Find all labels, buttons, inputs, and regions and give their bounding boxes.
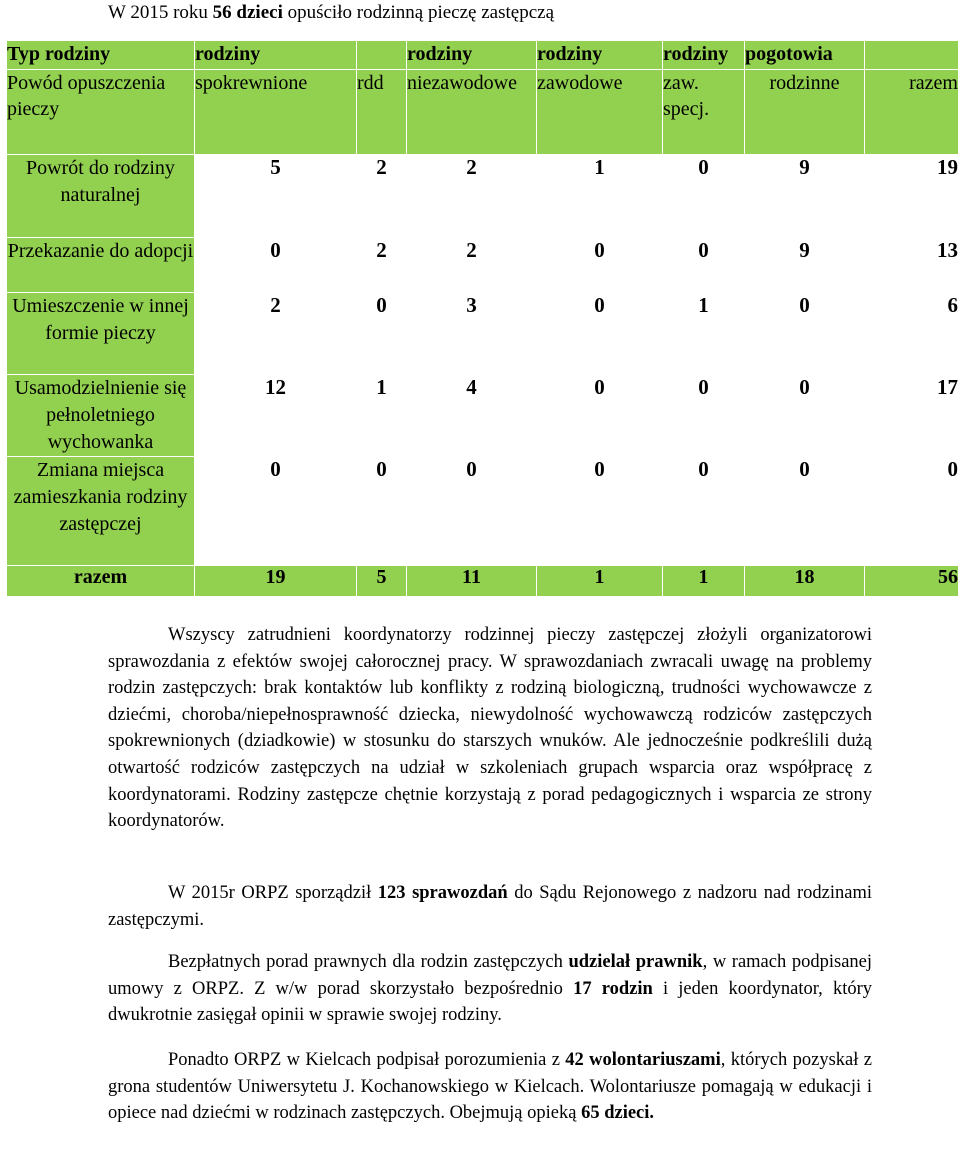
header-cell: [865, 41, 959, 70]
header-cell: zaw. specj.: [663, 70, 745, 155]
value-cell: 0: [537, 293, 663, 375]
value-cell: 19: [865, 155, 959, 238]
value-cell: 13: [865, 238, 959, 293]
table-row: [7, 375, 959, 457]
table-row: [7, 457, 959, 566]
header-cell: spokrewnione: [195, 70, 357, 155]
value-cell: 0: [745, 293, 865, 375]
table-row: [7, 293, 959, 375]
value-cell: 0: [357, 293, 407, 375]
total-cell: 1: [537, 566, 663, 597]
row-label: Powrót do rodziny naturalnej: [7, 155, 195, 238]
value-cell: 2: [407, 155, 537, 238]
text: Bezpłatnych porad prawnych dla rodzin zastępczych: [168, 952, 569, 972]
total-label: razem: [7, 566, 195, 597]
row-label: Umieszczenie w innej formie pieczy: [7, 293, 195, 375]
total-cell: 11: [407, 566, 537, 597]
text: do Sądu Rejonowego z nadzoru nad rodzinami zastępczymi.: [108, 883, 872, 930]
value-cell: 0: [745, 375, 865, 457]
paragraph-volunteers: [108, 1047, 872, 1127]
total-cell: 5: [357, 566, 407, 597]
header-cell: rodziny: [407, 41, 537, 70]
table-row: [7, 155, 959, 238]
header-row-type: [7, 41, 959, 70]
value-cell: 0: [663, 457, 745, 566]
value-cell: 1: [663, 293, 745, 375]
text: i jeden koordynator, który dwukrotnie zasięgał opinii w sprawie swojej rodziny.: [108, 978, 872, 1026]
text: Ponadto ORPZ w Kielcach podpisał porozumienia z: [168, 1050, 566, 1070]
value-cell: 0: [195, 238, 357, 293]
bold-text: 17 rodzin: [573, 978, 653, 999]
text: W 2015r ORPZ sporządził: [168, 883, 378, 903]
bold-text: udzielał prawnik: [568, 952, 703, 972]
header-cell: zawodowe: [537, 70, 663, 155]
text: , których pozyskał z grona studentów Uniwersytetu J. Kochanowskiego w Kielcach. Wolontariusze pomagają w edukacji i opiece nad dziećmi w rodzinach zastępczych. Obejmują opieką: [108, 1050, 872, 1124]
value-cell: 0: [195, 457, 357, 566]
value-cell: 6: [865, 293, 959, 375]
header-cell: rodziny: [663, 41, 745, 70]
paragraph-legal-advice: [108, 949, 872, 1029]
header-cell: [357, 41, 407, 70]
intro-line: [108, 2, 554, 24]
header-cell: rodzinne: [745, 70, 865, 155]
value-cell: 12: [195, 375, 357, 457]
intro-count: 56 dzieci: [212, 2, 283, 23]
total-cell: 56: [865, 566, 959, 597]
value-cell: 0: [357, 457, 407, 566]
value-cell: 1: [537, 155, 663, 238]
value-cell: 0: [407, 457, 537, 566]
total-cell: 18: [745, 566, 865, 597]
header-cell: Typ rodziny: [7, 41, 195, 70]
value-cell: 0: [663, 238, 745, 293]
value-cell: 9: [745, 238, 865, 293]
header-cell: rodziny: [195, 41, 357, 70]
value-cell: 3: [407, 293, 537, 375]
value-cell: 1: [357, 375, 407, 457]
value-cell: 2: [407, 238, 537, 293]
children-leaving-table: [6, 40, 959, 597]
paragraph-coordinators: Wszyscy zatrudnieni koordynatorzy rodzinnej pieczy zastępczej złożyli organizatorowi sprawozdania z efektów swojej całorocznej pracy. W sprawozdaniach zwracali uwagę na problemy rodzin zastępczych: brak kontaktów lub konflikty z rodziną biologiczną, trudności wychowawcze z dziećmi, choroba/niepełnosprawność dziecka, niewydolność wychowawczą rodziców zastępczych spokrewnionych (dziadkowie) w stosunku do starszych wnuków. Ale jednocześnie podkreślili dużą otwartość rodziców zastępczych na udział w szkoleniach grupach wsparcia oraz współpracę z koordynatorami. Rodziny zastępcze chętnie korzystają z porad pedagogicznych i wsparcia ze strony koordynatorów.: [108, 625, 872, 832]
bold-text: 65 dzieci.: [581, 1103, 655, 1124]
value-cell: 0: [865, 457, 959, 566]
total-row: [7, 566, 959, 597]
intro-text-end: opuściło rodzinną pieczę zastępczą: [282, 2, 554, 23]
value-cell: 0: [663, 155, 745, 238]
value-cell: 4: [407, 375, 537, 457]
intro-text: W 2015 roku: [108, 2, 213, 23]
header-cell: rdd: [357, 70, 407, 155]
header-row-reason: [7, 70, 959, 155]
value-cell: 2: [357, 238, 407, 293]
value-cell: 0: [537, 457, 663, 566]
bold-text: 42 wolontariuszami: [565, 1050, 721, 1070]
header-cell: niezawodowe: [407, 70, 537, 155]
value-cell: 0: [663, 375, 745, 457]
table-row: [7, 238, 959, 293]
header-cell: pogotowia: [745, 41, 865, 70]
value-cell: 2: [357, 155, 407, 238]
row-label: Przekazanie do adopcji: [7, 238, 195, 293]
value-cell: 0: [537, 238, 663, 293]
header-cell: razem: [865, 70, 959, 155]
value-cell: 0: [745, 457, 865, 566]
value-cell: 0: [537, 375, 663, 457]
row-label: Usamodzielnienie się pełnoletniego wychowanka: [7, 375, 195, 457]
total-cell: 1: [663, 566, 745, 597]
header-cell: Powód opuszczenia pieczy: [7, 70, 195, 155]
text: , w ramach podpisanej umowy z ORPZ. Z w/w porad skorzystało bezpośrednio: [108, 952, 873, 999]
paragraph-reports: [108, 880, 872, 933]
value-cell: 17: [865, 375, 959, 457]
header-cell: rodziny: [537, 41, 663, 70]
row-label: Zmiana miejsca zamieszkania rodziny zastępczej: [7, 457, 195, 566]
value-cell: 2: [195, 293, 357, 375]
total-cell: 19: [195, 566, 357, 597]
bold-text: 123 sprawozdań: [377, 883, 508, 903]
value-cell: 5: [195, 155, 357, 238]
value-cell: 9: [745, 155, 865, 238]
